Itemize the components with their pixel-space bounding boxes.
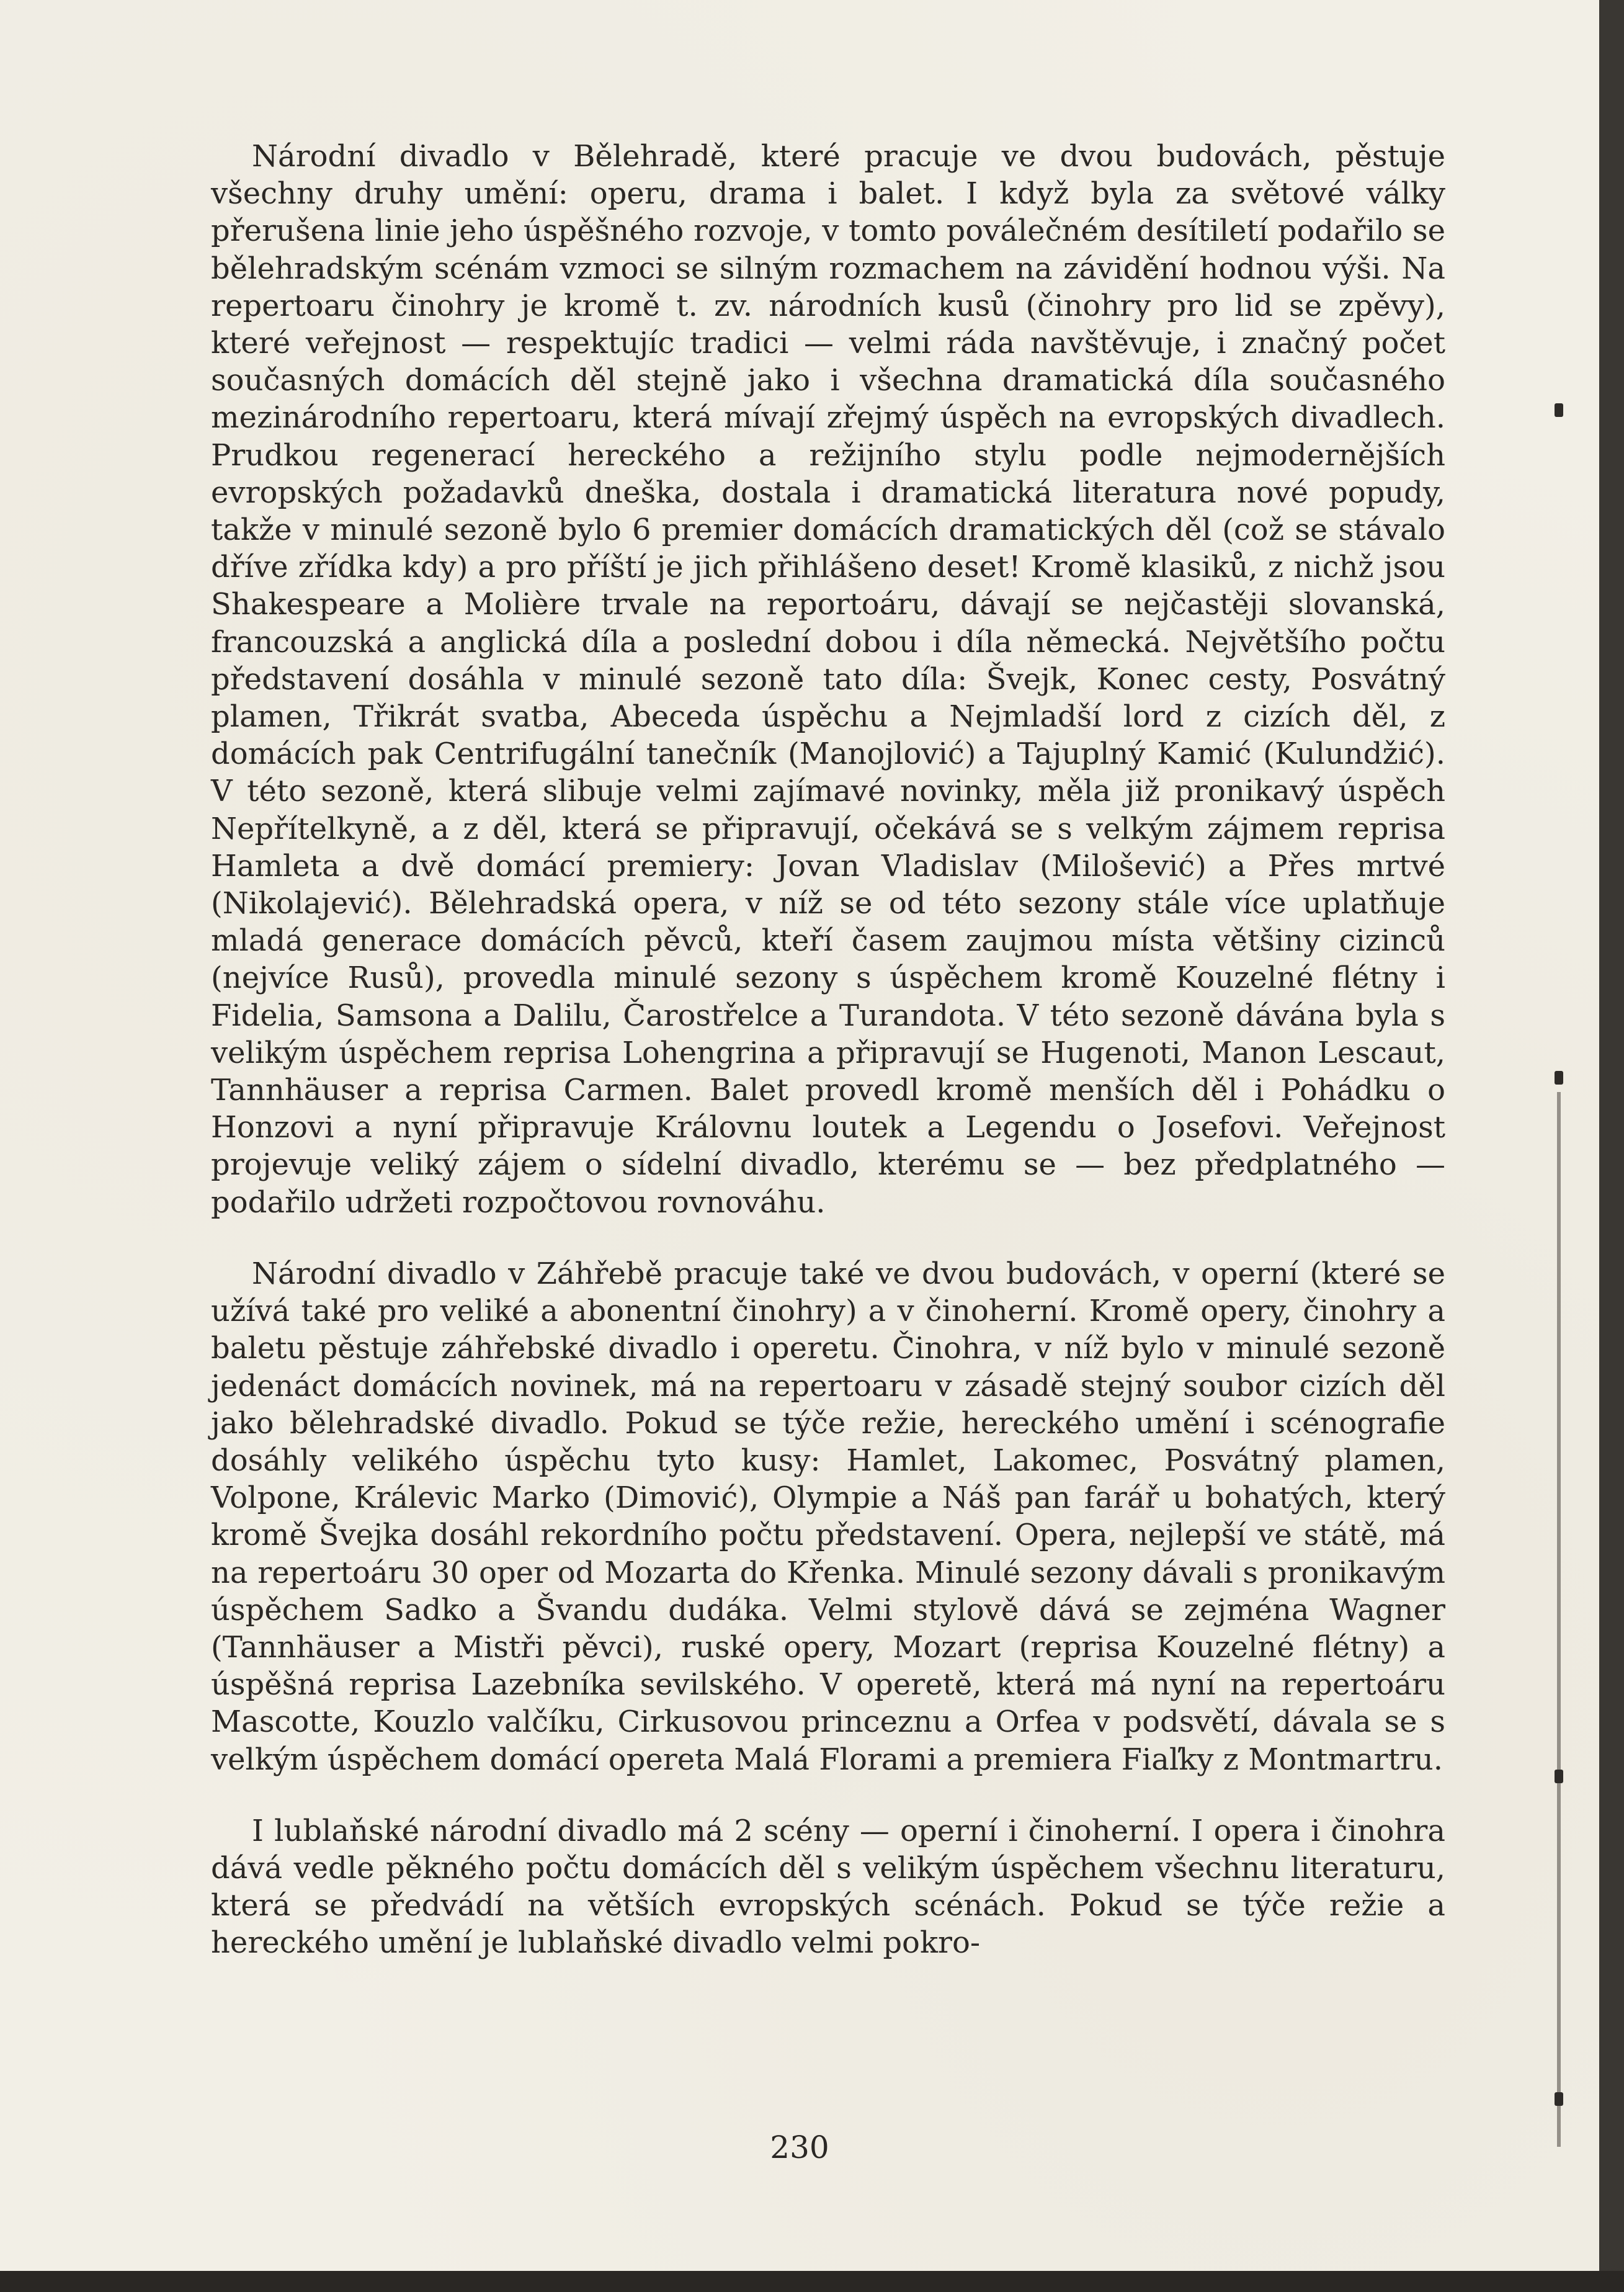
scan-border-bottom — [0, 2271, 1624, 2292]
edge-mark — [1555, 403, 1563, 417]
page-edge-shadow — [1557, 1092, 1561, 2147]
edge-mark — [1555, 1071, 1563, 1085]
edge-mark — [1555, 2092, 1563, 2106]
page-number: 230 — [770, 2129, 829, 2165]
edge-mark — [1555, 1770, 1563, 1783]
scan-border-right — [1599, 0, 1624, 2292]
paragraph-zagreb: Národní divadlo v Záhřebě pracuje také ve dvou budovách, v operní (které se užívá také pro veliké a abonentní činohry) a v činoherní. Kromě opery, činohry a baletu pěstuje záhřebské divadlo i operetu. Činohra, v níž bylo v minulé sezoně jedenáct domácích novinek, má na repertoaru v zásadě stejný soubor cizích děl jako bělehradské divadlo. Pokud se týče režie, hereckého umění i scénografie dosáhly velikého úspěchu tyto kusy: Hamlet, Lakomec, Posvátný plamen, Volpone, Králevic Marko (Dimović), Olympie a Náš pan farář u bohatých, který kromě Švejka dosáhl rekordního počtu představení. Opera, nejlepší ve státě, má na repertoáru 30 oper od Mozarta do Křenka. Minulé sezony dávali s pronikavým úspěchem Sadko a Švandu dudáka. Velmi stylově dává se zejména Wagner (Tannhäuser a Mistři pěvci), ruské opery, Mozart (reprisa Kouzelné flétny) a úspěšná reprisa Lazebníka sevilského. V operetě, která má nyní na repertoáru Mascotte, Kouzlo valčíku, Cirkusovou princeznu a Orfea v podsvětí, dávala se s velkým úspěchem domácí opereta Malá Florami a premiera Fiaľky z Montmartru. — [211, 1256, 1445, 1777]
paragraph-ljubljana: I lublaňské národní divadlo má 2 scény — operní i činoherní. I opera i činohra dává vedle pěkného počtu domácích děl s velikým úspěchem všechnu literaturu, která se předvádí na větších evropských scénách. Pokud se týče režie a hereckého umění je lublaňské divadlo velmi pokro- — [211, 1813, 1445, 1961]
paragraph-belgrade: Národní divadlo v Bělehradě, které pracuje ve dvou budovách, pěstuje všechny druhy umění: operu, drama i balet. I když byla za světové války přerušena linie jeho úspěšného rozvoje, v tomto poválečném desítiletí podařilo se bělehradským scénám vzmoci se silným rozmachem na závidění hodnou výši. Na repertoaru činohry je kromě t. zv. národních kusů (činohry pro lid se zpěvy), které veřejnost — respektujíc tradici — velmi ráda navštěvuje, i značný počet současných domácích děl stejně jako i všechna dramatická díla současného mezinárodního repertoaru, která mívají zřejmý úspěch na evropských divadlech. Prudkou regenerací hereckého a režijního stylu podle nejmodernějších evropských požadavků dneška, dostala i dramatická literatura nové popudy, takže v minulé sezoně bylo 6 premier domácích dramatických děl (což se stávalo dříve zřídka kdy) a pro příští je jich přihlášeno deset! Kromě klasiků, z nichž jsou Shakespeare a Molière trvale na reportoáru, dávají se nejčastěji slovanská, francouzská a anglická díla a poslední dobou i díla německá. Největšího počtu představení dosáhla v minulé sezoně tato díla: Švejk, Konec cesty, Posvátný plamen, Třikrát svatba, Abeceda úspěchu a Nejmladší lord z cizích děl, z domácích pak Centrifugální tanečník (Manojlović) a Tajuplný Kamić (Kulundžić). V této sezoně, která slibuje velmi zajímavé novinky, měla již pronikavý úspěch Nepřítelkyně, a z děl, která se připravují, očekává se s velkým zájmem reprisa Hamleta a dvě domácí premiery: Jovan Vladislav (Milošević) a Přes mrtvé (Nikolajević). Bělehradská opera, v níž se od této sezony stále více uplatňuje mladá generace domácích pěvců, kteří časem zaujmou místa většiny cizinců (nejvíce Rusů), provedla minulé sezony s úspěchem kromě Kouzelné flétny i Fidelia, Samsona a Dalilu, Čarostřelce a Turandota. V této sezoně dávána byla s velikým úspěchem reprisa Lohengrina a připravují se Hugenoti, Manon Lescaut, Tannhäuser a reprisa Carmen. Balet provedl kromě menších děl i Pohádku o Honzovi a nyní připravuje Královnu loutek a Legendu o Josefovi. Veřejnost projevuje veliký zájem o sídelní divadlo, kterému se — bez předplatného — podařilo udržeti rozpočtovou rovnováhu. — [211, 139, 1445, 1220]
body-text — [211, 138, 1445, 1996]
